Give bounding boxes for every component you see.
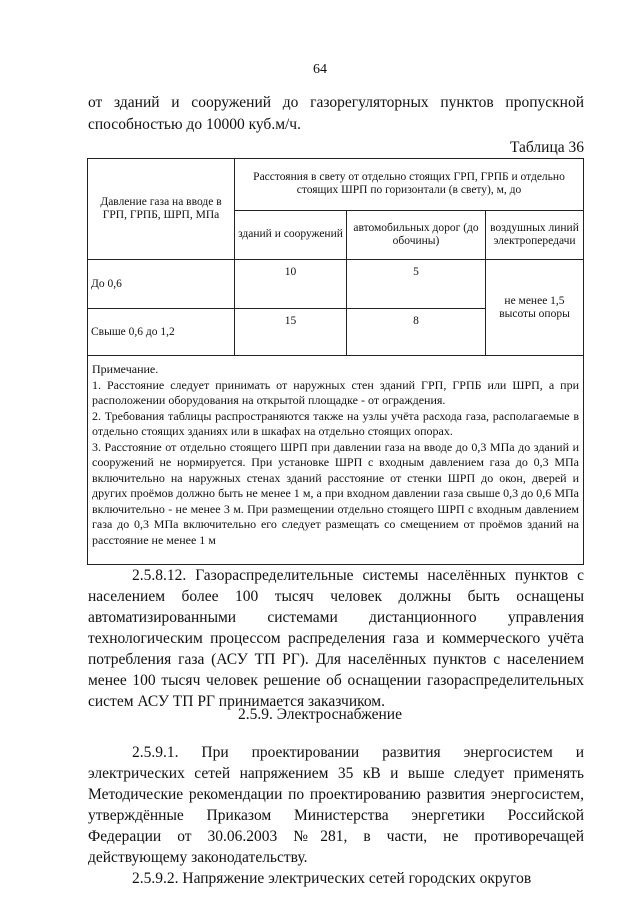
paragraph-2-5-9-container xyxy=(88,742,584,889)
page-number: 64 xyxy=(313,62,327,77)
row-buildings-value: 10 xyxy=(235,260,347,309)
paragraph-2-5-9-2: 2.5.9.2. Напряжение электрических сетей городских округов xyxy=(132,870,532,887)
distance-table-container xyxy=(87,158,584,565)
header-pressure: Давление газа на вводе в ГРП, ГРПБ, ШРП, МПа xyxy=(88,159,235,260)
notes-title: Примечание. xyxy=(92,362,159,376)
table-notes-row xyxy=(88,356,584,565)
row-pressure: Свыше 0,6 до 1,2 xyxy=(88,309,235,356)
table-caption: Таблица 36 xyxy=(509,139,584,156)
table-notes xyxy=(88,356,584,565)
row-pressure: До 0,6 xyxy=(88,260,235,309)
paragraph-2-5-8-12: 2.5.8.12. Газораспределительные системы населённых пунктов с населением более 100 тысяч человек должны быть оснащены автоматизированными системами дистанционного управления технологическим процессом распределения газа и коммерческого учёта потребления газа (АСУ ТП РГ). Для населённых пунктов с населением менее 100 тысяч человек решение об оснащении газораспределительных систем АСУ ТП РГ принимается заказчиком. xyxy=(88,567,584,710)
intro-paragraph: от зданий и сооружений до газорегуляторных пунктов пропускной способностью до 10000 куб.м/ч. xyxy=(88,94,584,133)
header-power-lines: воздушных линий электропередачи xyxy=(486,210,584,260)
row-roads-value: 8 xyxy=(347,309,486,356)
row-buildings-value: 15 xyxy=(235,309,347,356)
section-heading: 2.5.9. Электроснабжение xyxy=(238,706,402,723)
paragraph-2-5-9-1: 2.5.9.1. При проектировании развития энергосистем и электрических сетей напряжением 35 кВ и выше следует применять Методические рекомендации по проектированию развития энергосистем, утверждённые Приказом Министерства энергетики Российской Федерации от 30.06.2003 №281, в части, не противоречащей действующему законодательству. xyxy=(88,744,584,866)
distance-table xyxy=(87,158,584,565)
power-lines-value: не менее 1,5 высоты опоры xyxy=(486,260,584,356)
header-roads: автомобильных дорог (до обочины) xyxy=(347,210,486,260)
paragraph-2-5-8-12-container xyxy=(88,565,584,712)
note-item: 2. Требования таблицы распространяются также на узлы учёта расхода газа, располагаемые в отдельно стоящих зданиях или в шкафах на отдельно стоящих опорах. xyxy=(92,408,579,438)
row-roads-value: 5 xyxy=(347,260,486,309)
table-row xyxy=(88,260,584,309)
note-item: 3. Расстояние от отдельно стоящего ШРП при давлении газа на вводе до 0,3 МПа до зданий и сооружений не нормируется. При установке ШРП с входным давлением газа до 0,3 МПа включительно на наружных стенах зданий расстояние от стенки ШРП до окон, дверей и других проёмов должно быть не менее 1 м, а при входном давлении газа свыше 0,3 до 0,6 МПа включительно - не менее 3 м. При размещении отдельно стоящего ШРП с входным давлением газа до 0,3 МПа включительно его следует размещать со смещением от проёмов зданий на расстояние не менее 1 м xyxy=(92,439,579,547)
table-header-row xyxy=(88,159,584,211)
header-buildings: зданий и сооружений xyxy=(235,210,347,260)
header-distance-group: Расстояния в свету от отдельно стоящих ГРП, ГРПБ и отдельно стоящих ШРП по горизонтали (в свету), м, до xyxy=(235,159,584,211)
note-item: 1. Расстояние следует принимать от наружных стен зданий ГРП, ГРПБ или ШРП, а при расположении оборудования на открытой площадке - от ограждения. xyxy=(92,377,579,407)
